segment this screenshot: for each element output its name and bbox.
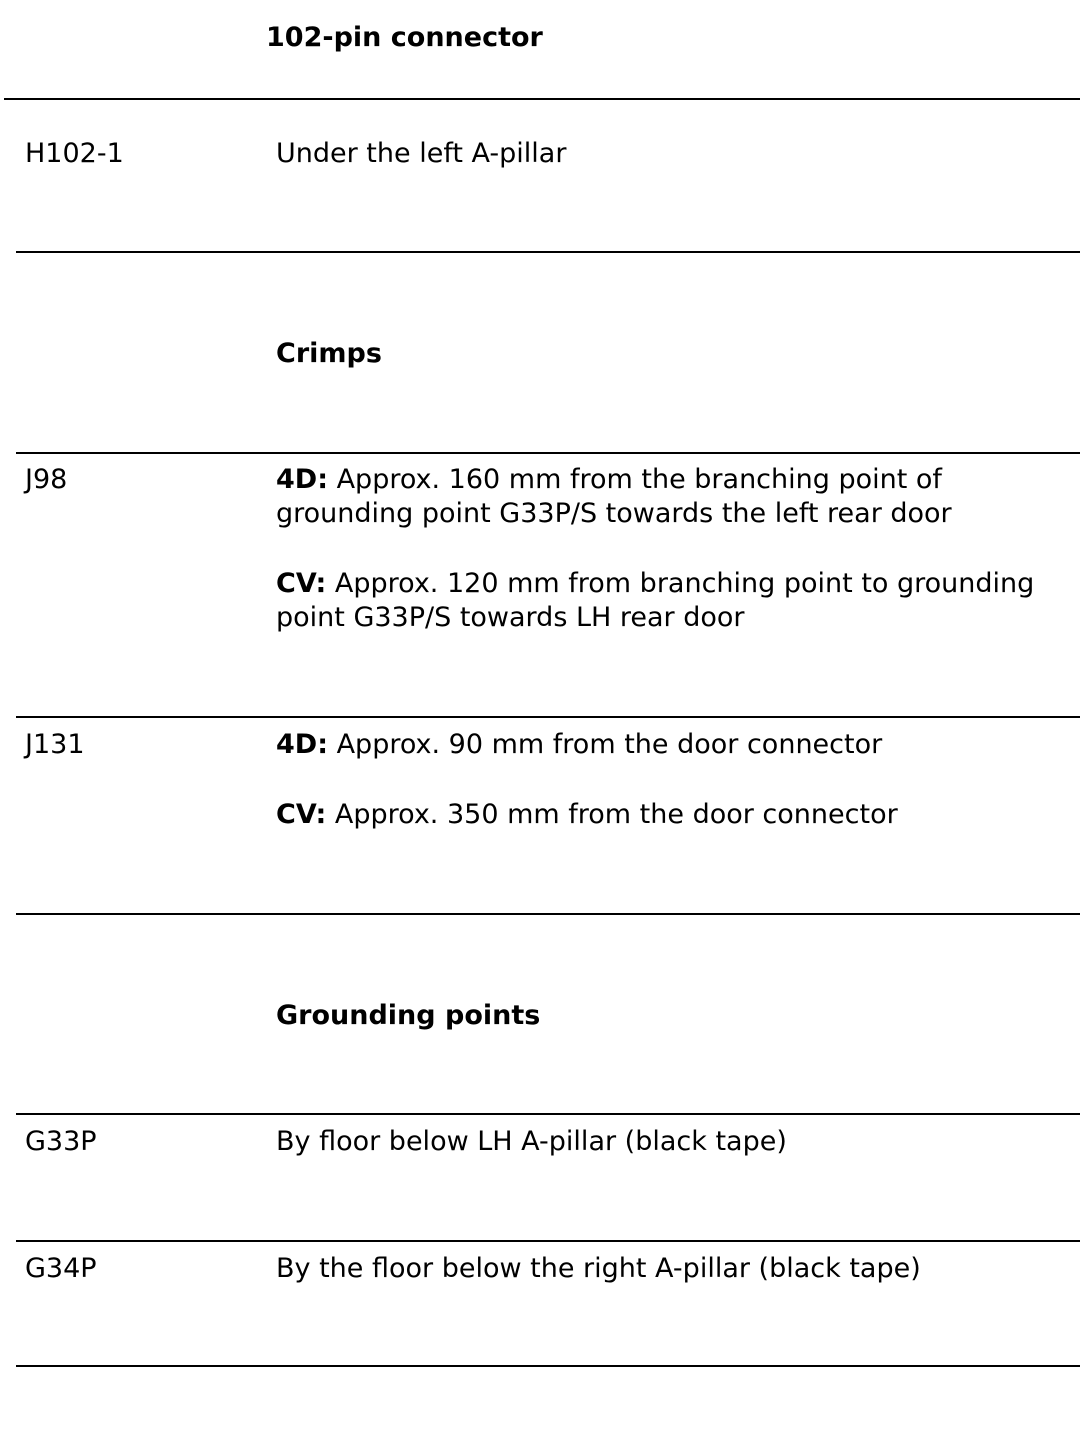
variant-label: 4D:	[276, 464, 328, 495]
component-location: By floor below LH A-pillar (black tape)	[276, 1126, 787, 1157]
connector-section-title: 102-pin connector	[266, 22, 543, 53]
variant-text: Approx. 120 mm from branching point to grounding point G33P/S towards LH rear door	[276, 568, 1035, 633]
variant-label: 4D:	[276, 729, 328, 760]
component-code: J98	[25, 464, 68, 495]
component-code: J131	[25, 729, 85, 760]
variant-text: Approx. 160 mm from the branching point of grounding point G33P/S towards the left rear door	[276, 464, 952, 529]
divider	[4, 98, 1080, 100]
divider	[16, 1113, 1080, 1115]
crimps-section-title: Crimps	[276, 338, 382, 369]
component-code: G33P	[25, 1126, 97, 1157]
variant-entry	[276, 798, 1076, 832]
variant-label: CV:	[276, 799, 327, 830]
variant-entry	[276, 728, 1076, 762]
component-location	[276, 728, 1076, 832]
variant-text: Approx. 350 mm from the door connector	[326, 799, 898, 830]
divider	[16, 913, 1080, 915]
variant-entry	[276, 567, 1076, 635]
divider	[16, 1240, 1080, 1242]
component-location	[276, 463, 1076, 635]
component-code: G34P	[25, 1253, 97, 1284]
component-location: By the floor below the right A-pillar (black tape)	[276, 1253, 921, 1284]
divider	[16, 1365, 1080, 1367]
component-location: Under the left A-pillar	[276, 138, 567, 169]
divider	[16, 716, 1080, 718]
variant-label: CV:	[276, 568, 327, 599]
component-code: H102-1	[25, 138, 124, 169]
variant-text: Approx. 90 mm from the door connector	[328, 729, 883, 760]
grounding-section-title: Grounding points	[276, 1000, 541, 1031]
divider	[16, 251, 1080, 253]
divider	[16, 452, 1080, 454]
variant-entry	[276, 463, 1076, 531]
